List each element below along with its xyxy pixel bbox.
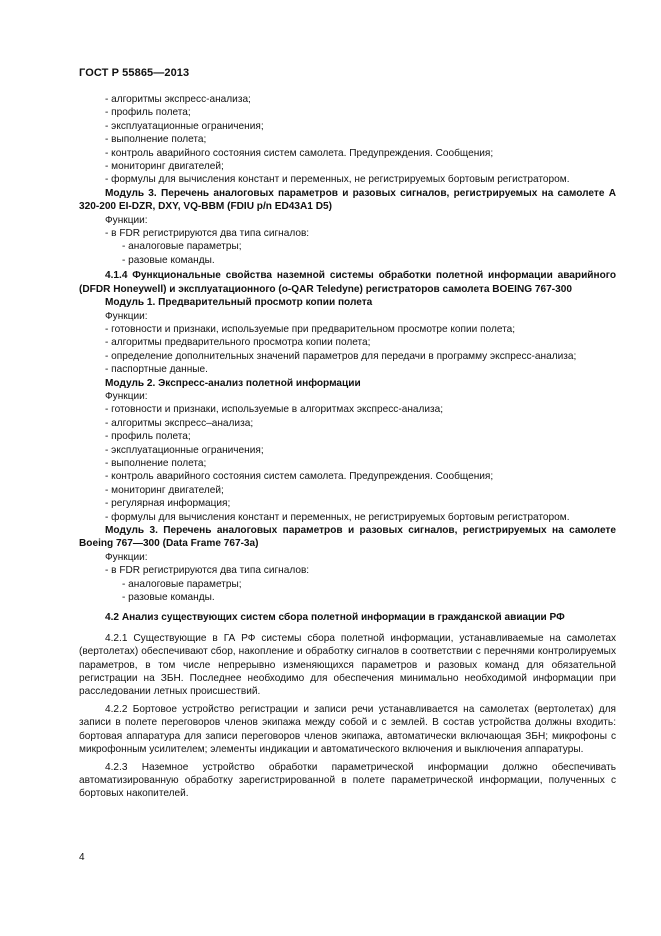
- list-item: - готовности и признаки, используемые в алгоритмах экспресс-анализа;: [105, 404, 444, 416]
- functions-label: Функции:: [105, 551, 148, 563]
- module-heading: Модуль 1. Предварительный просмотр копии полета: [105, 297, 373, 309]
- list-item: - в FDR регистрируются два типа сигналов:: [105, 565, 310, 577]
- paragraph: 4.2.2 Бортовое устройство регистрации и записи речи устанавливается на самолетах (вертолетах) для записи в полете переговоров членов экипажа между собой и с землей. В состав устройства должны входить: бортовая аппаратура для записи переговоров членов экипажа, автоматически включающая ЗБН; микрофоны с микрофонным усилителем; элементы индикации и автоматического включения и выключения аппаратуры.: [79, 703, 616, 756]
- list-item: - выполнение полета;: [105, 457, 207, 469]
- list-subitem: - разовые команды.: [122, 254, 215, 266]
- module-heading: Модуль 3. Перечень аналоговых параметров и разовых сигналов, регистрируемых на самолете А 320-200 EI-DZR, DXY, VQ-BBM (FDIU p/n ED43A1 D5): [79, 187, 616, 213]
- list-item: - выполнение полета;: [105, 134, 207, 146]
- module-heading: Модуль 2. Экспресс-анализ полетной информации: [105, 377, 361, 389]
- list-item: - формулы для вычисления констант и переменных, не регистрируемых бортовым регистратором.: [105, 511, 570, 523]
- list-item: - профиль полета;: [105, 107, 191, 119]
- list-item: - готовности и признаки, используемые при предварительном просмотре копии полета;: [105, 323, 516, 335]
- functions-label: Функции:: [105, 390, 148, 402]
- list-item: - мониторинг двигателей;: [105, 161, 224, 173]
- list-item: - эксплуатационные ограничения;: [105, 444, 264, 456]
- section-heading: 4.2 Анализ существующих систем сбора полетной информации в гражданской авиации РФ: [105, 612, 565, 624]
- list-item: - контроль аварийного состояния систем самолета. Предупреждения. Сообщения;: [105, 147, 494, 159]
- list-item: - профиль полета;: [105, 431, 191, 443]
- document-header: ГОСТ Р 55865—2013: [79, 67, 190, 79]
- list-item: - алгоритмы экспресс–анализа;: [105, 417, 254, 429]
- list-subitem: - аналоговые параметры;: [122, 578, 242, 590]
- list-item: - в FDR регистрируются два типа сигналов:: [105, 228, 310, 240]
- module-heading: Модуль 3. Перечень аналоговых параметров и разовых сигналов, регистрируемых на самолете Boeing 767—300 (Data Frame 767-3a): [79, 525, 616, 550]
- list-item: - формулы для вычисления констант и переменных, не регистрируемых бортовым регистратором.: [105, 174, 570, 186]
- list-item: - контроль аварийного состояния систем самолета. Предупреждения. Сообщения;: [105, 471, 494, 483]
- page-content: [79, 93, 616, 801]
- list-subitem: - разовые команды.: [122, 592, 215, 604]
- functions-label: Функции:: [105, 214, 148, 226]
- paragraph: 4.2.3 Наземное устройство обработки параметрической информации должно обеспечивать автоматизированную обработку зарегистрированной в полете параметрической информации, полученных с бортовых накопителей.: [79, 761, 616, 800]
- section-heading: 4.1.4 Функциональные свойства наземной системы обработки полетной информации аварийного (DFDR Honeywell) и эксплуатационного (o-QAR Teledyne) регистраторов самолета BOEING 767-300: [79, 270, 616, 295]
- functions-label: Функции:: [105, 310, 148, 322]
- list-item: - мониторинг двигателей;: [105, 484, 224, 496]
- list-item: - определение дополнительных значений параметров для передачи в программу экспресс-анализа;: [105, 350, 577, 362]
- list-item: - алгоритмы предварительного просмотра копии полета;: [105, 337, 371, 349]
- list-item: - регулярная информация;: [105, 498, 231, 510]
- list-item: - алгоритмы экспресс-анализа;: [105, 94, 251, 105]
- paragraph: 4.2.1 Существующие в ГА РФ системы сбора полетной информации, устанавливаемые на самолетах (вертолетах) обеспечивают сбор, накопление и обработку сигналов в соответствии с перечнями контролируемых параметров, в том числе непрерывно изменяющихся параметров и разовых команд для обязательной регистрации на ЗБН. Последнее необходимо для обеспечения минимально необходимой информации при расследовании летных происшествий.: [79, 632, 616, 698]
- list-subitem: - аналоговые параметры;: [122, 241, 242, 253]
- page-number: 4: [79, 852, 85, 863]
- list-item: - паспортные данные.: [105, 364, 208, 376]
- list-item: - эксплуатационные ограничения;: [105, 120, 264, 132]
